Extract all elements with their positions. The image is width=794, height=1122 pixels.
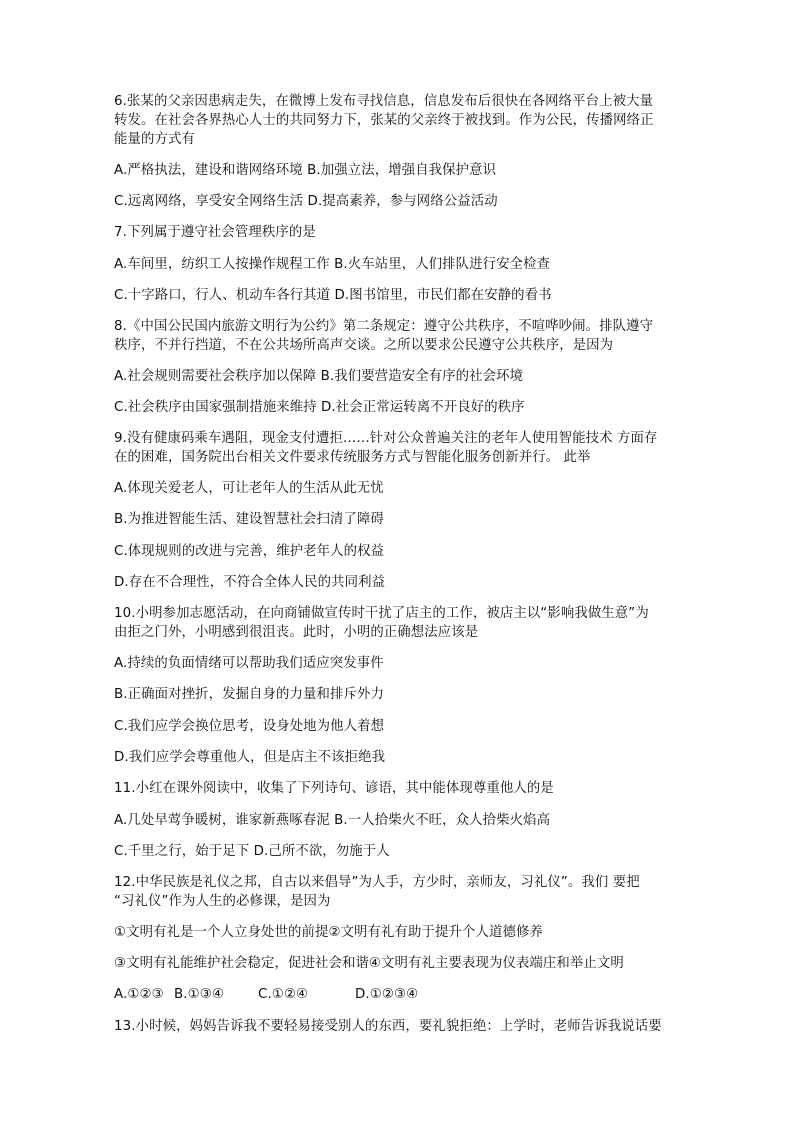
q6-options-ab: A.严格执法，建设和谐网络环境 B.加强立法，增强自我保护意识	[114, 163, 497, 178]
q10-stem-line-1: 10.小明参加志愿活动，在向商铺做宣传时干扰了店主的工作，被店主以“影响我做生意”为	[114, 606, 649, 621]
q6-stem-line-1: 6.张某的父亲因患病走失，在微博上发布寻找信息，信息发布后很快在各网络平台上被大量	[114, 94, 654, 109]
q8-stem-line-1: 8.《中国公民国内旅游文明行为公约》第二条规定：遵守公共秩序，不喧哗吵闹。排队遵守	[114, 319, 654, 334]
q12-option-b: B.①③④	[174, 987, 224, 1002]
q9-option-b: B.为推进智能生活、建设智慧社会扫清了障碍	[114, 512, 384, 527]
q10-stem-line-2: 由拒之门外，小明感到很沮丧。此时，小明的正确想法应该是	[114, 625, 479, 640]
q12-option-a: A.①②③	[114, 987, 164, 1002]
q10-option-d: D.我们应学会尊重他人，但是店主不该拒绝我	[114, 750, 386, 765]
q12-items-3-4: ③文明有礼能维护社会稳定，促进社会和谐④文明有礼主要表现为仪表端庄和举止文明	[114, 956, 624, 971]
q11-stem: 11.小红在课外阅读中，收集了下列诗句、谚语，其中能体现尊重他人的是	[114, 781, 554, 796]
q11-options-ab: A.几处早莺争暖树，谁家新燕啄春泥 B.一人拾柴火不旺，众人拾柴火焰高	[114, 813, 551, 828]
q10-option-a: A.持续的负面情绪可以帮助我们适应突发事件	[114, 656, 384, 671]
q6-options-cd: C.远离网络，享受安全网络生活 D.提高素养，参与网络公益活动	[114, 194, 498, 209]
q9-option-a: A.体现关爱老人，可让老年人的生活从此无忧	[114, 481, 384, 496]
q6-stem-line-2: 转发。在社会各界热心人士的共同努力下，张某的父亲终于被找到。作为公民，传播网络正	[114, 113, 654, 128]
q8-options-ab: A.社会规则需要社会秩序加以保障 B.我们要营造安全有序的社会环境	[114, 369, 524, 384]
q8-stem-line-2: 秩序，不并行挡道，不在公共场所高声交谈。之所以要求公民遵守公共秩序，是因为	[114, 338, 614, 353]
q9-option-c: C.体现规则的改进与完善，维护老年人的权益	[114, 544, 385, 559]
q12-items-1-2: ①文明有礼是一个人立身处世的前提②文明有礼有助于提升个人道德修养	[114, 925, 543, 940]
q9-option-d: D.存在不合理性，不符合全体人民的共同利益	[114, 575, 386, 590]
q7-options-ab: A.车间里，纺织工人按操作规程工作 B.火车站里，人们排队进行安全检查	[114, 257, 551, 272]
q10-option-b: B.正确面对挫折，发掘自身的力量和排斥外力	[114, 687, 384, 702]
q7-options-cd: C.十字路口，行人、机动车各行其道 D.图书馆里，市民们都在安静的看书	[114, 288, 552, 303]
q9-stem-line-2: 在的困难，国务院出台相关文件要求传统服务方式与智能化服务创新并行。 此举	[114, 450, 591, 465]
q12-option-c: C.①②④	[258, 987, 309, 1002]
q10-option-c: C.我们应学会换位思考，设身处地为他人着想	[114, 719, 385, 734]
q13-stem-line-1: 13.小时候，妈妈告诉我不要轻易接受别人的东西，要礼貌拒绝：上学时，老师告诉我说话要	[114, 1019, 662, 1034]
q12-stem-line-2: “习礼仪”作为人生的必修课，是因为	[114, 894, 331, 909]
q12-stem-line-1: 12.中华民族是礼仪之邦，自古以来倡导”为人手，方少时，亲师友，习礼仪”。我们 要把	[114, 875, 640, 890]
q8-options-cd: C.社会秩序由国家强制措施来维持 D.社会正常运转离不开良好的秩序	[114, 400, 525, 415]
q6-stem-line-3: 能量的方式有	[114, 132, 195, 147]
q12-option-d: D.①②③④	[355, 987, 419, 1002]
q7-stem: 7.下列属于遵守社会管理秩序的是	[114, 225, 316, 240]
q9-stem-line-1: 9.没有健康码乘车遇阻，现金支付遭拒……针对公众普遍关注的老年人使用智能技术 方面存	[114, 431, 658, 446]
q11-options-cd: C.千里之行，始于足下 D.己所不欲，勿施于人	[114, 844, 390, 859]
